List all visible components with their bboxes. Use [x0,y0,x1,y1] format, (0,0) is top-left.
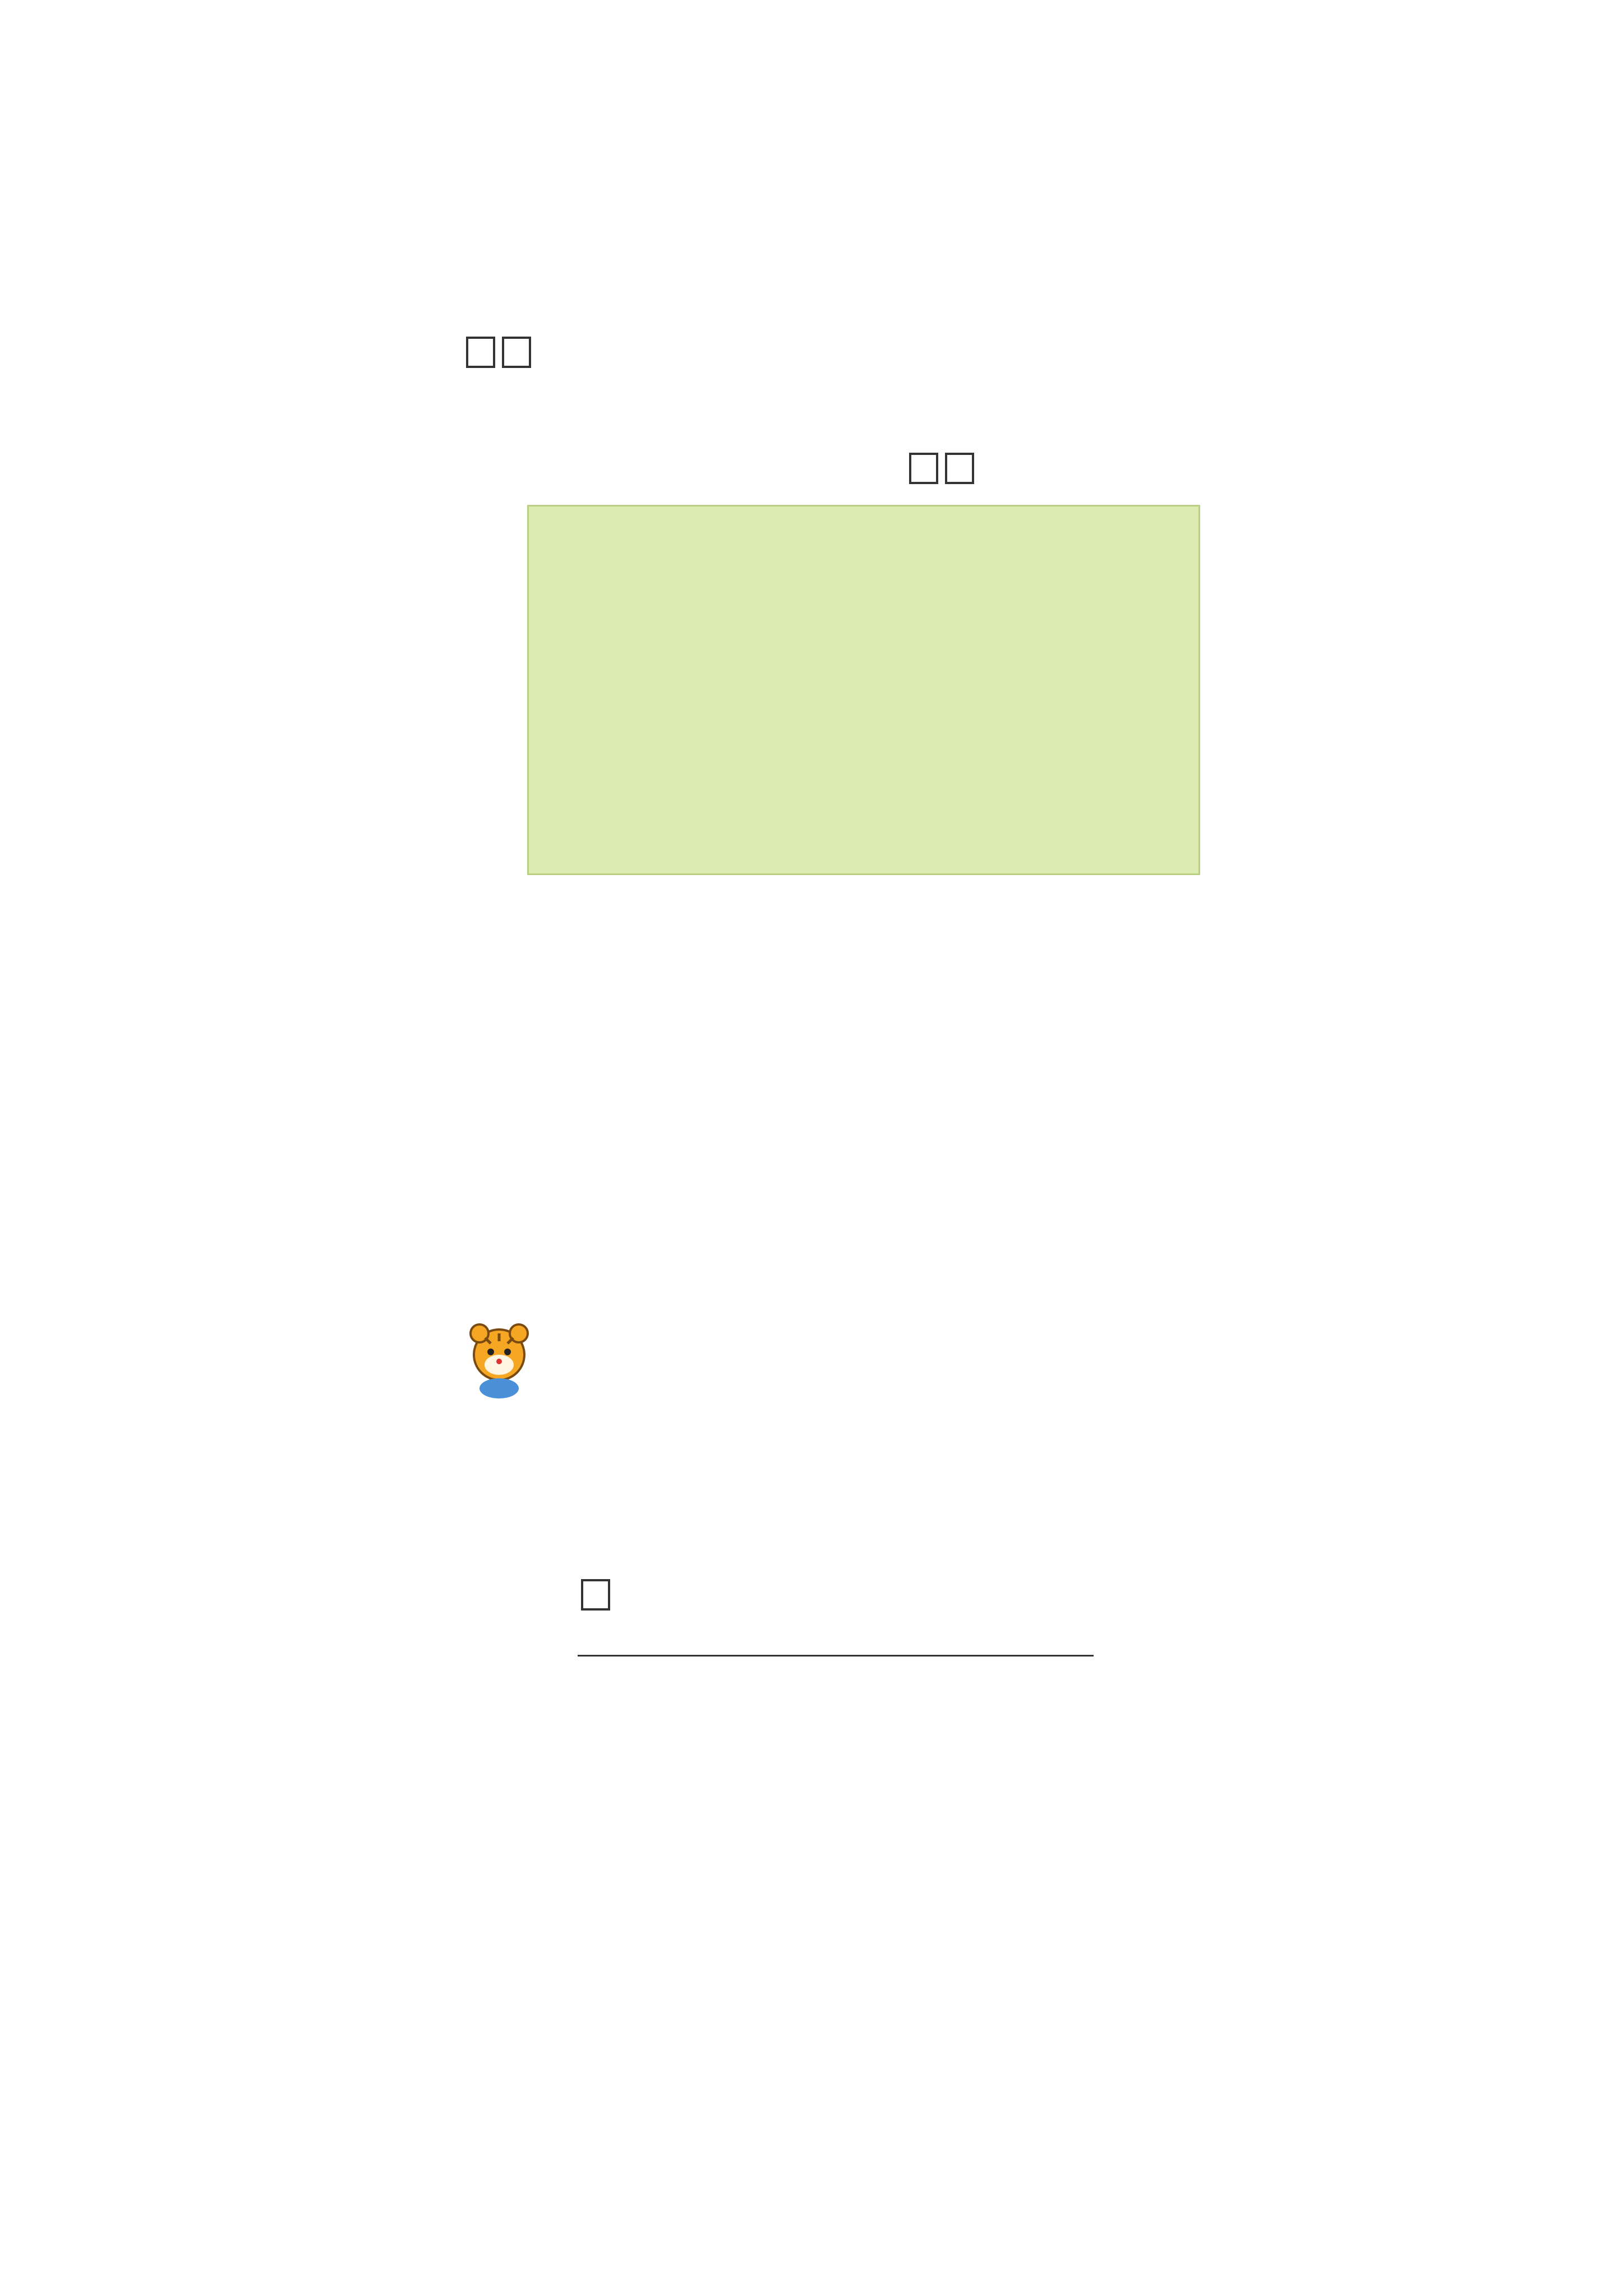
strawberry-figure-title [463,331,534,372]
apple-sentence [578,1573,614,1614]
paragraph-operation [149,928,1483,993]
paragraph-intro [149,196,1483,261]
formula-line [578,1618,1094,1659]
strawberry-figure [449,328,1211,895]
strawberry-group-oval [538,395,785,496]
blank-box [502,337,531,368]
tiger-mascot-icon [463,1321,536,1400]
division-equation [906,449,978,488]
blank-box [909,453,938,484]
paragraph-exercise-1 [149,1119,1483,1184]
distribution-grid [527,505,1200,875]
apple-figure [460,1321,1206,1658]
paragraph-exercise-2 [149,1691,1483,1756]
apple-rows [578,1383,1206,1573]
blank-box [945,453,974,484]
formula-blank-line[interactable] [578,1627,1094,1657]
blank-box [581,1579,610,1611]
blank-box [466,337,495,368]
